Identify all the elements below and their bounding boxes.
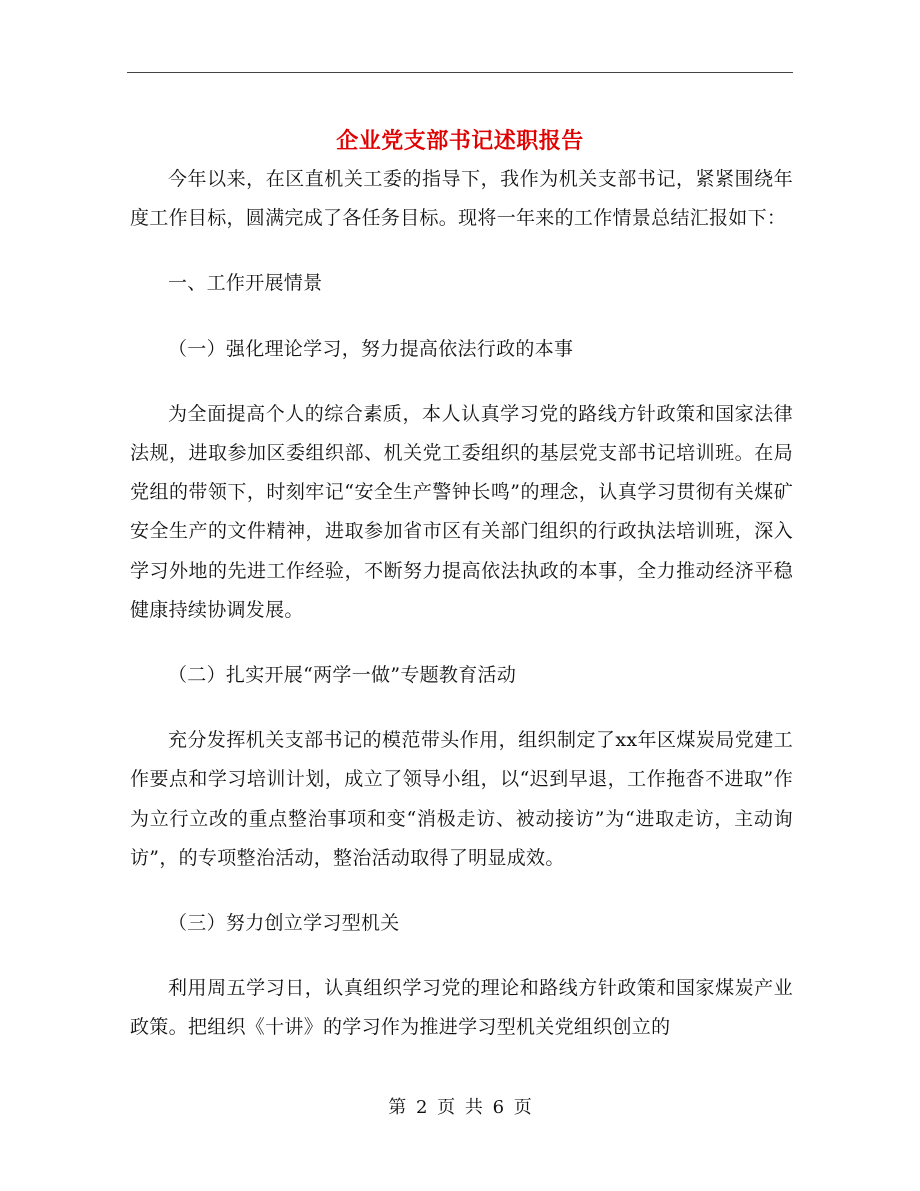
subsection-heading-3: （三）努力创立学习型机关 [168,912,400,935]
subsection-heading-2: （二）扎实开展“两学一做”专题教育活动 [168,664,517,687]
header-rule [127,72,793,73]
document-title: 企业党支部书记述职报告 [336,127,584,154]
subsection-heading-1: （一）强化理论学习，努力提高依法行政的本事 [168,337,574,360]
paragraph-education-activity: 充分发挥机关支部书记的模范带头作用，组织制定了xx年区煤炭局党建工作要点和学习培训计划，成立了领导小组，以“迟到早退，工作拖沓不进取”作为立行立改的重点整治事项和变“消极走访、被动接访”为“进取走访，主动询访”，的专项整治活动，整治活动取得了明显成效。 [130,729,793,869]
document-body [130,160,793,1048]
paragraph-theory-study: 为全面提高个人的综合素质，本人认真学习党的路线方针政策和国家法律法规，进取参加区委组织部、机关党工委组织的基层党支部书记培训班。在局党组的带领下，时刻牢记“安全生产警钟长鸣”的理念，认真学习贯彻有关煤矿安全生产的文件精神，进取参加省市区有关部门组织的行政执法培训班，深入学习外地的先进工作经验，不断努力提高依法执政的本事，全力推动经济平稳健康持续协调发展。 [130,402,793,621]
paragraph-intro: 今年以来，在区直机关工委的指导下，我作为机关支部书记，紧紧围绕年度工作目标，圆满完成了各任务目标。现将一年来的工作情景总结汇报如下： [130,168,793,230]
page-number-footer: 第 2 页 共 6 页 [388,1097,532,1118]
section-heading-1: 一、工作开展情景 [168,272,323,295]
paragraph-learning-organization: 利用周五学习日，认真组织学习党的理论和路线方针政策和国家煤炭产业政策。把组织《十讲》的学习作为推进学习型机关党组织创立的 [130,977,793,1039]
